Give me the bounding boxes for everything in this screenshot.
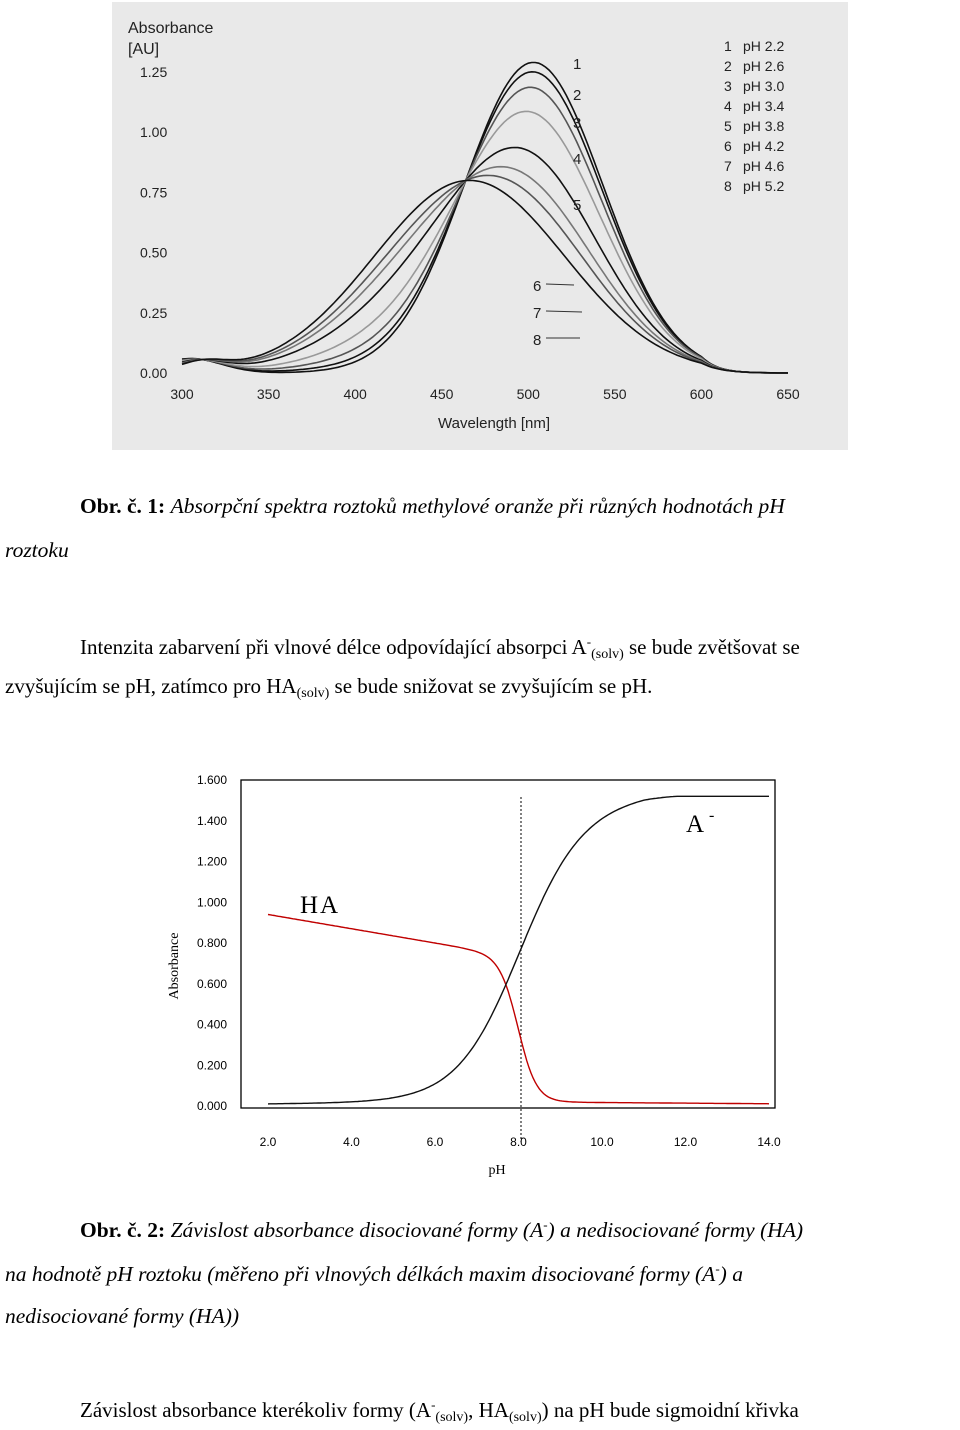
- series-A-curve: [268, 796, 769, 1104]
- superscript-minus: -: [543, 1217, 548, 1232]
- label-HA: HA: [300, 892, 341, 919]
- paragraph1-text: zvyšujícím se pH, zatímco pro HA: [5, 674, 297, 698]
- y-tick-label: 0.600: [196, 976, 227, 991]
- curve-number-label: 5: [573, 197, 582, 214]
- y-tick-label: 0.50: [140, 244, 168, 261]
- caption1-text-cont: roztoku: [5, 538, 69, 562]
- paragraph1-text: Intenzita zabarvení při vlnové délce odpovídající absorpci A: [80, 635, 587, 659]
- spectrum-curve: [182, 180, 788, 373]
- y-tick-label: 1.00: [140, 124, 168, 141]
- curve-number-label: 3: [573, 115, 582, 132]
- curve-number-label: 1: [573, 56, 582, 73]
- legend-label: pH 3.0: [743, 78, 785, 94]
- superscript-minus: -: [586, 634, 592, 649]
- curve-number-label: 7: [533, 305, 542, 322]
- plot-frame: [241, 780, 775, 1108]
- figure1-caption: [80, 494, 785, 519]
- legend-label: pH 5.2: [743, 178, 785, 194]
- x-tick-label: 14.0: [757, 1135, 781, 1149]
- y-tick-label: 1.000: [196, 895, 227, 910]
- x-tick-label: 650: [776, 386, 800, 402]
- y-tick-label: 0.25: [140, 304, 168, 321]
- legend-number: 1: [724, 38, 732, 54]
- x-tick-label: 600: [689, 386, 714, 402]
- spectrum-curve: [182, 63, 788, 374]
- caption2-text: na hodnotě pH roztoku (měřeno při vlnových délkách maxim disociované formy (A: [5, 1262, 716, 1286]
- caption2-text: ) a: [719, 1262, 743, 1286]
- y-tick-label: 1.25: [140, 64, 168, 80]
- spectrum-curve: [182, 148, 788, 373]
- paragraph2-text: ) na pH bude sigmoidní křivka: [541, 1398, 799, 1422]
- x-tick-label: 12.0: [673, 1135, 698, 1149]
- subscript-solv: (solv): [508, 1410, 542, 1425]
- paragraph2-text: Závislost absorbance kterékoliv formy (A: [80, 1398, 432, 1422]
- y-tick-label: 0.75: [140, 184, 168, 201]
- caption2-text: Závislost absorbance disociované formy (A: [170, 1218, 544, 1242]
- y-axis-unit: [AU]: [128, 41, 160, 58]
- superscript-minus: -: [715, 1261, 720, 1276]
- y-tick-label: 1.200: [196, 854, 227, 869]
- caption1-label: Obr. č. 1:: [80, 494, 166, 518]
- legend-number: 3: [724, 78, 732, 94]
- paragraph1-text: se bude snižovat se zvyšujícím se pH.: [329, 674, 653, 698]
- y-tick-label: 0.00: [140, 365, 168, 381]
- y-tick-label: 0.400: [196, 1017, 227, 1032]
- legend-number: 2: [724, 58, 732, 74]
- y-axis-title: Absorbance: [128, 20, 214, 37]
- y-tick-label: 0.800: [196, 936, 227, 950]
- figure1-caption-cont: [5, 538, 69, 563]
- x-tick-label: 500: [516, 386, 540, 402]
- x-axis-title: Wavelength [nm]: [438, 415, 550, 432]
- caption1-text: Absorpční spektra roztoků methylové oranže při různých hodnotách pH: [170, 494, 785, 518]
- paragraph1-line1: [80, 630, 800, 667]
- series-HA-curve: [268, 915, 769, 1104]
- curve-number-label: 4: [573, 151, 582, 168]
- figure1-panel: [112, 2, 848, 450]
- x-tick-label: 350: [256, 386, 281, 402]
- legend-number: 4: [724, 98, 732, 114]
- figure2-caption-line1: [80, 1217, 803, 1243]
- superscript-minus: -: [431, 1397, 436, 1412]
- legend-label: pH 3.4: [743, 98, 785, 114]
- paragraph1-text: se bude zvětšovat se: [623, 635, 800, 659]
- subscript-solv: (solv): [296, 686, 330, 701]
- paragraph2-line1: [80, 1393, 799, 1430]
- legend-number: 5: [724, 118, 732, 134]
- x-tick-label: 6.0: [426, 1135, 444, 1149]
- caption2-text: nedisociované formy (HA)): [5, 1304, 240, 1328]
- legend-label: pH 2.6: [743, 58, 785, 74]
- x-tick-label: 8.0: [510, 1135, 527, 1149]
- x-tick-label: 4.0: [343, 1135, 360, 1149]
- curve-leader-line: [546, 311, 582, 312]
- legend-label: pH 3.8: [743, 118, 785, 134]
- subscript-solv: (solv): [435, 1410, 469, 1425]
- legend-label: pH 4.6: [743, 158, 785, 174]
- spectrum-curve: [182, 167, 788, 373]
- curve-number-label: 6: [533, 278, 542, 295]
- legend-number: 8: [724, 178, 732, 194]
- y-tick-label: 0.000: [196, 1099, 227, 1113]
- caption2-label: Obr. č. 2:: [80, 1218, 166, 1242]
- curve-leader-line: [546, 284, 574, 285]
- curve-number-label: 2: [573, 87, 582, 104]
- x-tick-label: 550: [603, 386, 627, 402]
- y-tick-label: 0.200: [196, 1058, 227, 1073]
- figure2-caption-line3: [5, 1304, 239, 1329]
- y-tick-label: 1.400: [196, 813, 227, 828]
- paragraph2-text: , HA: [468, 1398, 509, 1422]
- legend-label: pH 2.2: [743, 38, 785, 54]
- x-axis-label: pH: [488, 1163, 506, 1178]
- x-tick-label: 10.0: [590, 1135, 614, 1149]
- legend-number: 6: [724, 138, 732, 154]
- label-A-superscript: -: [709, 807, 715, 824]
- spectrum-curve: [182, 72, 788, 373]
- label-A: A: [686, 811, 705, 838]
- x-tick-label: 300: [170, 386, 194, 402]
- paragraph1-line2: [5, 674, 652, 706]
- y-axis-label: Absorbance: [167, 932, 182, 1000]
- curve-number-label: 8: [533, 332, 542, 349]
- x-tick-label: 2.0: [259, 1135, 277, 1149]
- subscript-solv: (solv): [591, 647, 624, 662]
- figure1-chart: [112, 2, 848, 450]
- x-tick-label: 450: [430, 386, 454, 402]
- legend-number: 7: [724, 158, 732, 174]
- spectrum-curve: [182, 175, 788, 373]
- spectrum-curve: [182, 111, 788, 373]
- x-tick-label: 400: [343, 386, 367, 402]
- caption2-text: ) a nedisociované formy (HA): [547, 1218, 804, 1242]
- y-tick-label: 1.600: [196, 773, 227, 787]
- figure2-caption-line2: [5, 1261, 743, 1287]
- legend-label: pH 4.2: [743, 138, 785, 154]
